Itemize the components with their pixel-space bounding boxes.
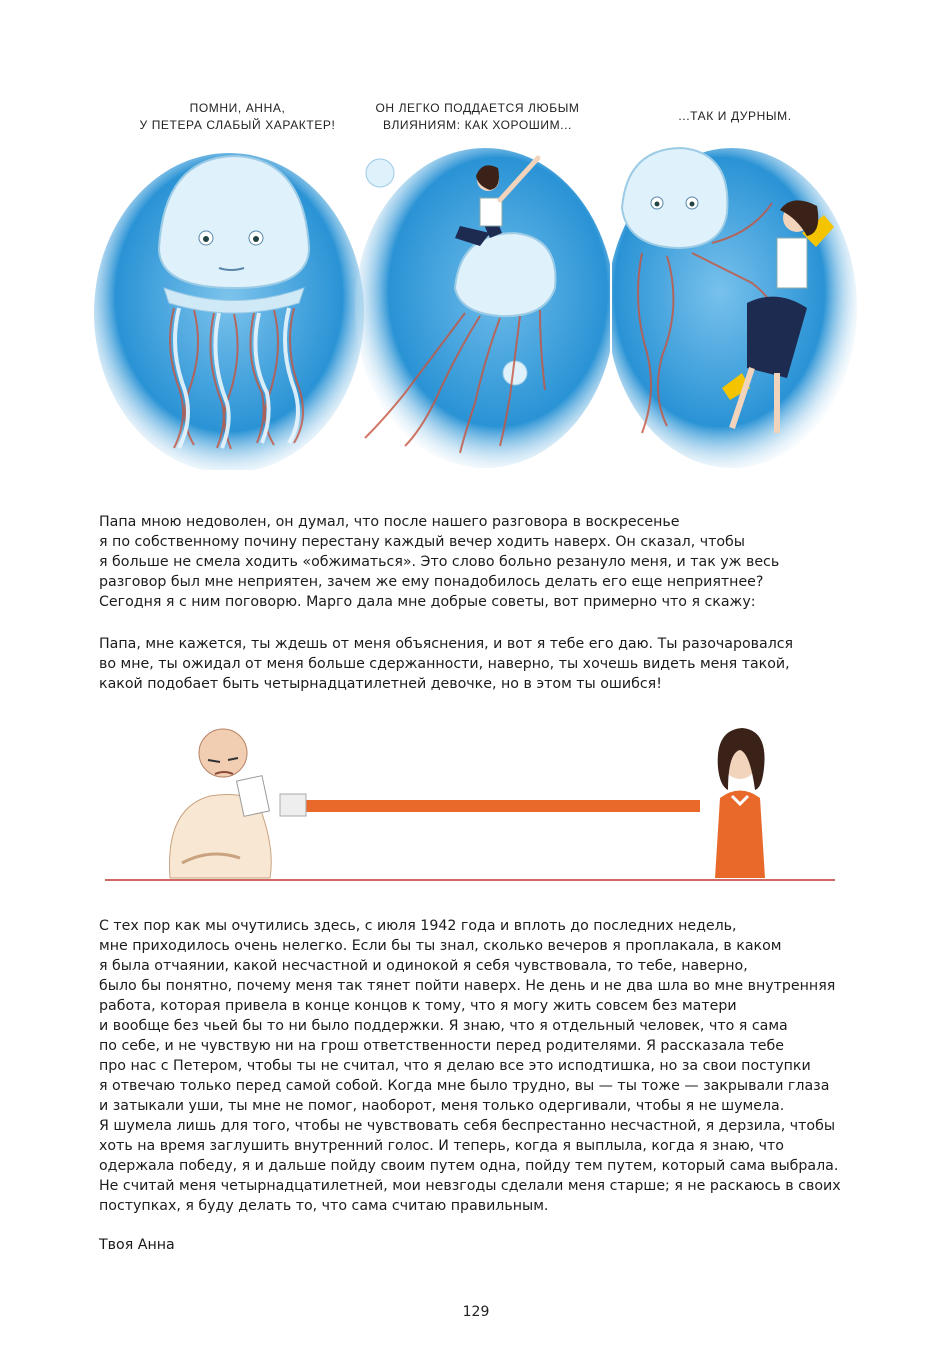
text-line: мне приходилось очень нелегко. Если бы ты знал, сколько вечеров я проплакала, в каком (99, 938, 782, 954)
jellyfish-panel-3-illustration (612, 138, 862, 470)
text-line: я по собственному почину перестану каждый вечер ходить наверх. Он сказал, чтобы (99, 534, 746, 550)
paragraph-1 (99, 512, 839, 612)
text-line: Не считай меня четырнадцатилетней, мои невзгоды сделали меня старше; я не раскаюсь в своих (99, 1178, 841, 1194)
jellyfish-panel-1-illustration (94, 138, 364, 470)
text-line: Папа мною недоволен, он думал, что после нашего разговора в воскресенье (99, 514, 680, 530)
text-line: Я шумела лишь для того, чтобы не чувствовать себя беспрестанно несчастной, я дерзила, чтобы (99, 1118, 836, 1134)
father-figure (170, 729, 272, 878)
text-line: и затыкали уши, ты мне не помог, наоборот, меня только одергивали, чтобы я не шумела. (99, 1098, 785, 1114)
caption-panel-3 (630, 108, 840, 125)
text-line: и вообще без чьей бы то ни было поддержки. Я знаю, что я отдельный человек, что я сама (99, 1018, 788, 1034)
caption-line: ОН ЛЕГКО ПОДДАЕТСЯ ЛЮБЫМ (375, 101, 580, 115)
signature: Твоя Анна (99, 1237, 175, 1253)
anna-figure (715, 728, 765, 878)
text-line: какой подобает быть четырнадцатилетней девочке, но в этом ты ошибся! (99, 676, 662, 692)
caption-line: У ПЕТЕРА СЛАБЫЙ ХАРАКТЕР! (139, 118, 336, 132)
paragraph-3 (99, 916, 839, 1216)
text-line: хоть на время заглушить внутренний голос. И теперь, когда я выплыла, когда я знаю, что (99, 1138, 784, 1154)
text-line: было бы понятно, почему меня так тянет пойти наверх. Не день и не два шла во мне внутренняя (99, 978, 836, 994)
father-and-anna-illustration (100, 708, 840, 888)
jellyfish-panel-2-illustration (350, 138, 610, 470)
caption-panel-2 (350, 100, 605, 134)
paragraph-2 (99, 634, 839, 694)
caption-line: ВЛИЯНИЯМ: КАК ХОРОШИМ... (382, 118, 572, 132)
caption-panel-1 (130, 100, 345, 134)
text-line: во мне, ты ожидал от меня больше сдержанности, наверно, ты хочешь видеть меня такой, (99, 656, 790, 672)
text-line: одержала победу, я и дальше пойду своим путем одна, пойду тем путем, который сама выбрала. (99, 1158, 839, 1174)
text-line: по себе, и не чувствую ни на грош ответственности перед родителями. Я рассказала тебе (99, 1038, 784, 1054)
text-line: разговор был мне неприятен, зачем же ему понадобилось делать его еще неприятнее? (99, 574, 764, 590)
text-line: про нас с Петером, чтобы ты не считал, что я делаю все это исподтишка, но за свои поступки (99, 1058, 811, 1074)
caption-line: ПОМНИ, АННА, (189, 101, 286, 115)
text-line: С тех пор как мы очутились здесь, с июля 1942 года и вплоть до последних недель, (99, 918, 737, 934)
text-line: Папа, мне кажется, ты ждешь от меня объяснения, и вот я тебе его даю. Ты разочаровался (99, 636, 794, 652)
caption-line: ...ТАК И ДУРНЫМ. (678, 109, 792, 123)
text-line: я была отчаянии, какой несчастной и одинокой я себя чувствовала, то тебе, наверно, (99, 958, 748, 974)
text-line: я отвечаю только перед самой собой. Когда мне было трудно, вы — ты тоже — закрывали глаза (99, 1078, 830, 1094)
text-line: работа, которая привела в конце концов к тому, что я могу жить совсем без матери (99, 998, 737, 1014)
page-number: 129 (462, 1304, 490, 1320)
text-line: я больше не смела ходить «обжиматься». Это слово больно резануло меня, и так уж весь (99, 554, 780, 570)
text-line: поступках, я буду делать то, что сама считаю правильным. (99, 1198, 549, 1214)
text-line: Сегодня я с ним поговорю. Марго дала мне добрые советы, вот примерно что я скажу: (99, 594, 756, 610)
